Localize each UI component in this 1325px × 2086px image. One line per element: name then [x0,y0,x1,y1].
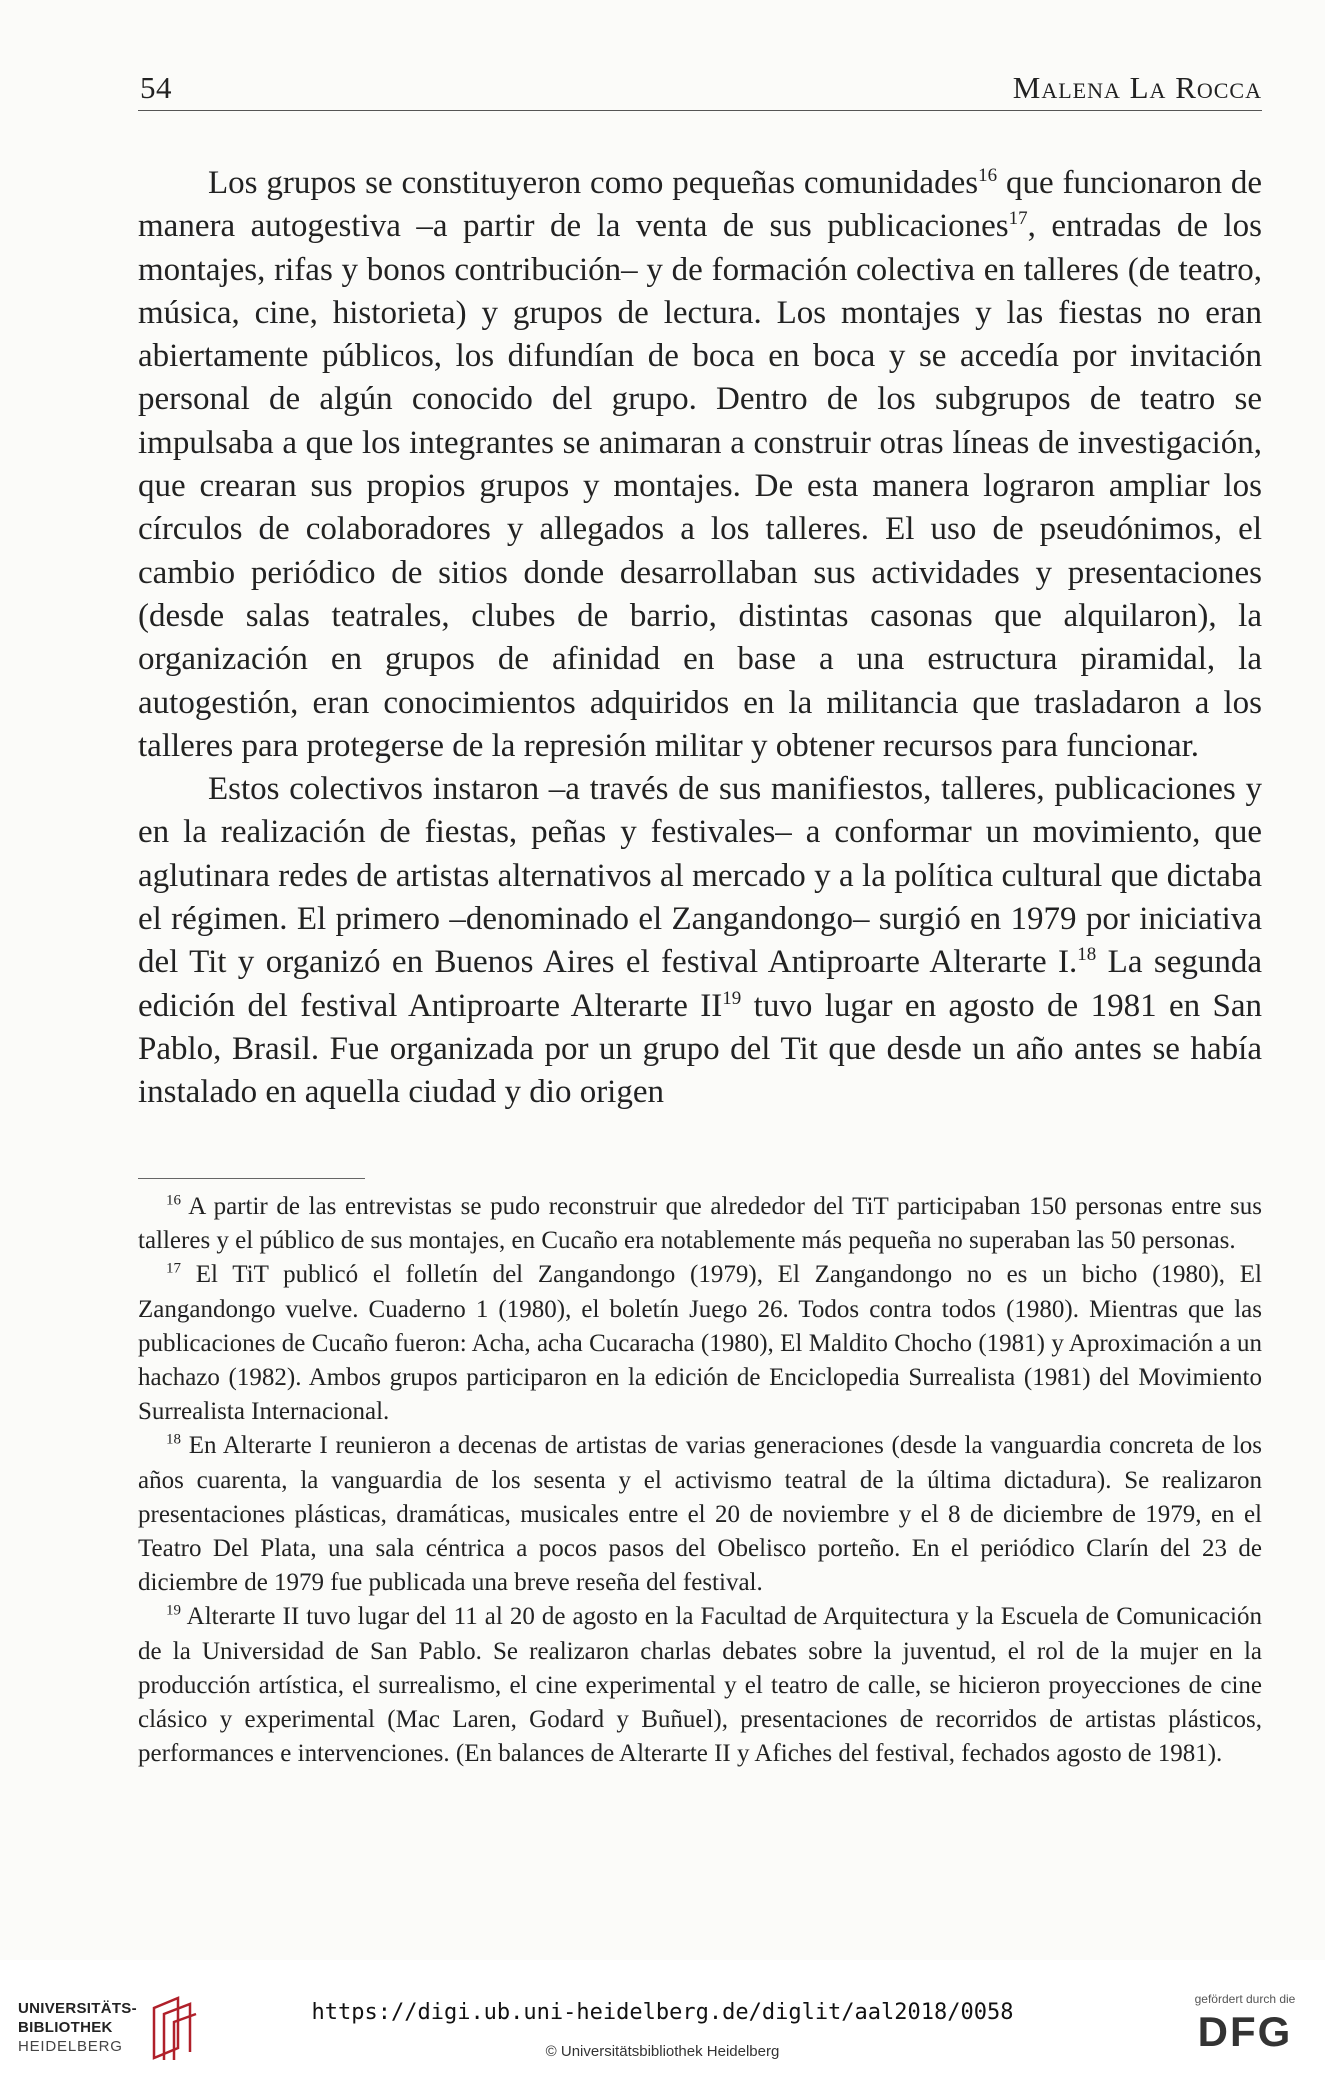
paragraph-1-text-b: que funcionaron de manera autogestiva –a partir de la venta de sus publicaciones [138,165,1262,245]
copyright-notice: © Universitätsbibliothek Heidelberg [545,2043,780,2060]
running-head-author: Malena La Rocca [1012,70,1262,105]
footnote-19 [138,1600,1262,1771]
footnote-number: 19 [166,1603,181,1620]
paragraph-1 [138,162,1262,768]
paragraph-2-text-c: tuvo lugar en agosto de 1981 en San Pablo, Brasil. Fue organizada por un grupo del Tit que desde un año antes se había instalado en aquella ciudad y dio origen [138,987,1263,1111]
paragraph-2-text-a: Estos colectivos instaron –a través de sus manifiestos, talleres, publicaciones y en la realización de fiestas, peñas y festivales– a conformar un movimiento, que aglutinara redes de artistas alternativos al mercado y a la política cultural que dictaba el régimen. El primero –denominado el Zangandongo– surgió en 1979 por iniciativa del Tit y organizó en Buenos Aires el festival Antiproarte Alterarte I. [138,771,1262,981]
footnote-number: 17 [166,1261,181,1278]
footnotes [138,1190,1262,1771]
paragraph-1-text-a: Los grupos se constituyeron como pequeñas comunidades [208,165,979,201]
library-name-line1: UNIVERSITÄTS- [18,2000,137,2017]
dfg-logo-text: DFG [1197,2008,1293,2055]
footnote-18 [138,1429,1262,1600]
library-name-line3: HEIDELBERG [18,2038,123,2055]
digitization-footer [0,1960,1325,2086]
page-number: 54 [140,70,172,105]
funder-note: gefördert durch die [1194,1992,1296,2006]
footnote-number: 18 [166,1432,181,1449]
footnote-text: El TiT publicó el folletín del Zangandongo (1979), El Zangandongo no es un bicho (1980), El Zangandongo vuelve. Cuaderno 1 (1980), el boletín Juego 26. Todos contra todos (1980). Mientras que las publicaciones de Cucaño fueron: Acha, acha Cucaracha (1980), El Maldito Chocho (1981) y Aproximación a un hachazo (1982). Ambos grupos participaron en la edición de Enciclopedia Surrealista (1981) del Movimiento Surrealista Internacional. [138,1261,1262,1426]
footnote-text: Alterarte II tuvo lugar del 11 al 20 de agosto en la Facultad de Arquitectura y la Escuela de Comunicación de la Universidad de San Pablo. Se realizaron charlas debates sobre la juventud, el rol de la mujer en la producción artística, el surrealismo, el cine experimental y el teatro de calle, se hicieron proyecciones de cine clásico y experimental (Mac Laren, Godard y Buñuel), presentaciones de recorridos de artistas plásticos, performances e intervenciones. (En balances de Alterarte II y Afiches del festival, fechados agosto de 1981). [138,1603,1262,1768]
footnote-ref-19[interactable]: 19 [722,987,742,1009]
footnote-16 [138,1190,1262,1258]
footnote-ref-16[interactable]: 16 [978,165,998,186]
footnote-text: En Alterarte I reunieron a decenas de artistas de varias generaciones (desde la vanguardia concreta de los años cuarenta, la vanguardia de los sesenta y el activismo teatral de la última dictadura). Se realizaron presentaciones plásticas, dramáticas, musicales entre el 20 de noviembre y el 8 de diciembre de 1979, en el Teatro Del Plata, una sala céntrica a pocos pasos del Obelisco porteño. En el periódico Clarín del 23 de diciembre de 1979 fue publicada una breve reseña del festival. [138,1432,1262,1597]
footnote-ref-18[interactable]: 18 [1077,944,1097,966]
footnote-text: A partir de las entrevistas se pudo reconstruir que alrededor del TiT participaban 150 personas entre sus talleres y el público de sus montajes, en Cucaño era notablemente más pequeña no superaban las 50 personas. [138,1193,1262,1255]
running-head [138,70,1262,111]
paragraph-1-text-c: , entradas de los montajes, rifas y bonos contribución– y de formación colectiva en talleres (de teatro, música, cine, historieta) y grupos de lectura. Los montajes y las fiestas no eran abiertamente públicos, los difundían de boca en boca y se accedía por invitación personal de algún conocido del grupo. Dentro de los subgrupos de teatro se impulsaba a que los integrantes se animaran a construir otras líneas de investigación, que crearan sus propios grupos y montajes. De esta manera lograron ampliar los círculos de colaboradores y allegados a los talleres. El uso de pseudónimos, el cambio periódico de sitios donde desarrollaban sus actividades y presentaciones (desde salas teatrales, clubes de barrio, distintas casonas que alquilaron), la organización en grupos de afinidad en base a una estructura piramidal, la autogestión, eran conocimientos adquiridos en la militancia que trasladaron a los talleres para protegerse de la represión militar y obtener recursos para funcionar. [138,208,1262,764]
paragraph-2-text-b: La segunda edición del festival Antiproarte Alterarte II [138,944,1262,1024]
footnote-17 [138,1258,1262,1429]
footnote-separator [138,1178,365,1179]
library-name-line2: BIBLIOTHEK [18,2019,113,2036]
footnote-number: 16 [166,1192,181,1209]
permalink-url[interactable]: https://digi.ub.uni-heidelberg.de/diglit/aal2018/0058 [311,2000,1014,2025]
body-text [138,162,1262,1115]
dfg-funder-logo[interactable] [1185,1992,1305,2072]
paragraph-2 [138,768,1262,1114]
footnote-ref-17[interactable]: 17 [1008,208,1028,230]
